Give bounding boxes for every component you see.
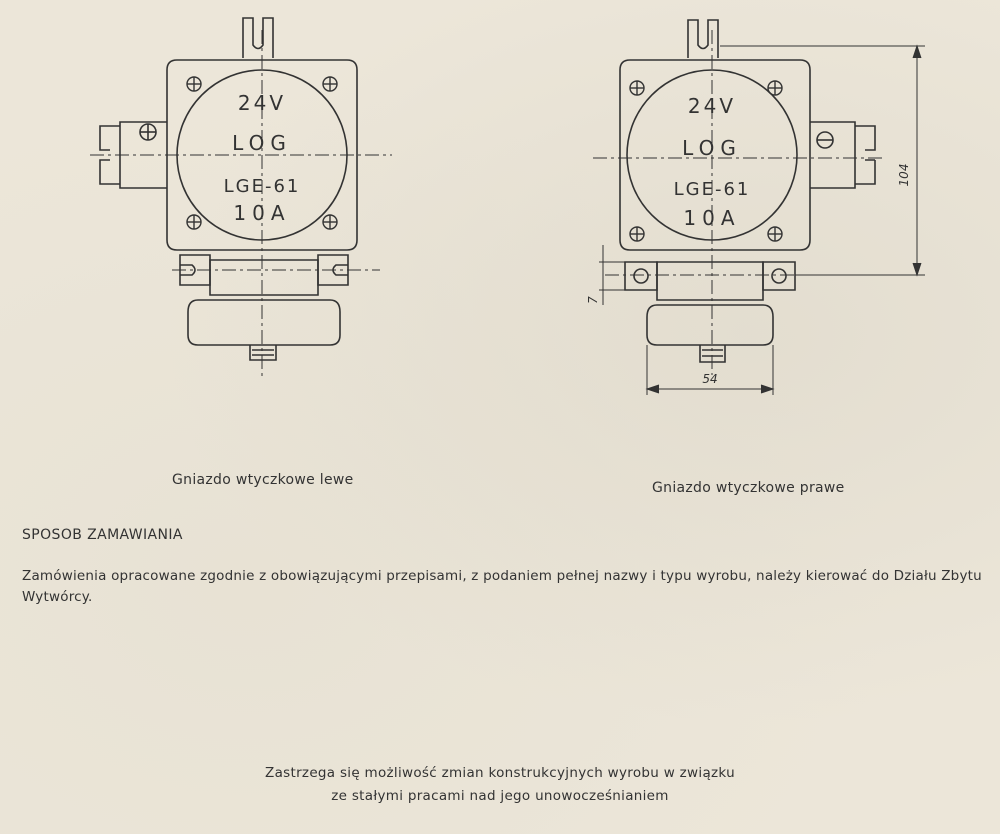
- right-label-brand: LOG: [682, 136, 742, 160]
- right-label-current: 10A: [683, 206, 741, 230]
- left-label-brand: LOG: [232, 131, 292, 155]
- left-label-voltage: 24V: [237, 91, 287, 115]
- footer-line-2: ze stałymi pracami nad jego unowocześnianiem: [331, 788, 669, 804]
- right-label-voltage: 24V: [687, 94, 737, 118]
- right-label-model: LGE-61: [673, 179, 751, 200]
- left-socket-drawing: [80, 0, 400, 390]
- dimension-height-label: 104: [897, 163, 911, 187]
- ordering-heading: SPOSOB ZAMAWIANIA: [22, 527, 183, 543]
- left-label-model: LGE-61: [223, 176, 301, 197]
- dimension-small-label: 7: [586, 296, 600, 304]
- left-socket-caption: Gniazdo wtyczkowe lewe: [172, 472, 354, 488]
- ordering-text: Zamówienia opracowane zgodnie z obowiązującymi przepisami, z podaniem pełnej nazwy i typu wyrobu, należy kierować do Działu Zbytu Wytwórcy.: [22, 568, 982, 605]
- footer-line-1: Zastrzega się możliwość zmian konstrukcyjnych wyrobu w związku: [265, 765, 735, 781]
- right-socket-caption: Gniazdo wtyczkowe prawe: [652, 480, 845, 496]
- right-socket-drawing: [585, 0, 930, 400]
- dimension-width-label: 54: [702, 372, 718, 386]
- left-label-current: 10A: [233, 201, 291, 225]
